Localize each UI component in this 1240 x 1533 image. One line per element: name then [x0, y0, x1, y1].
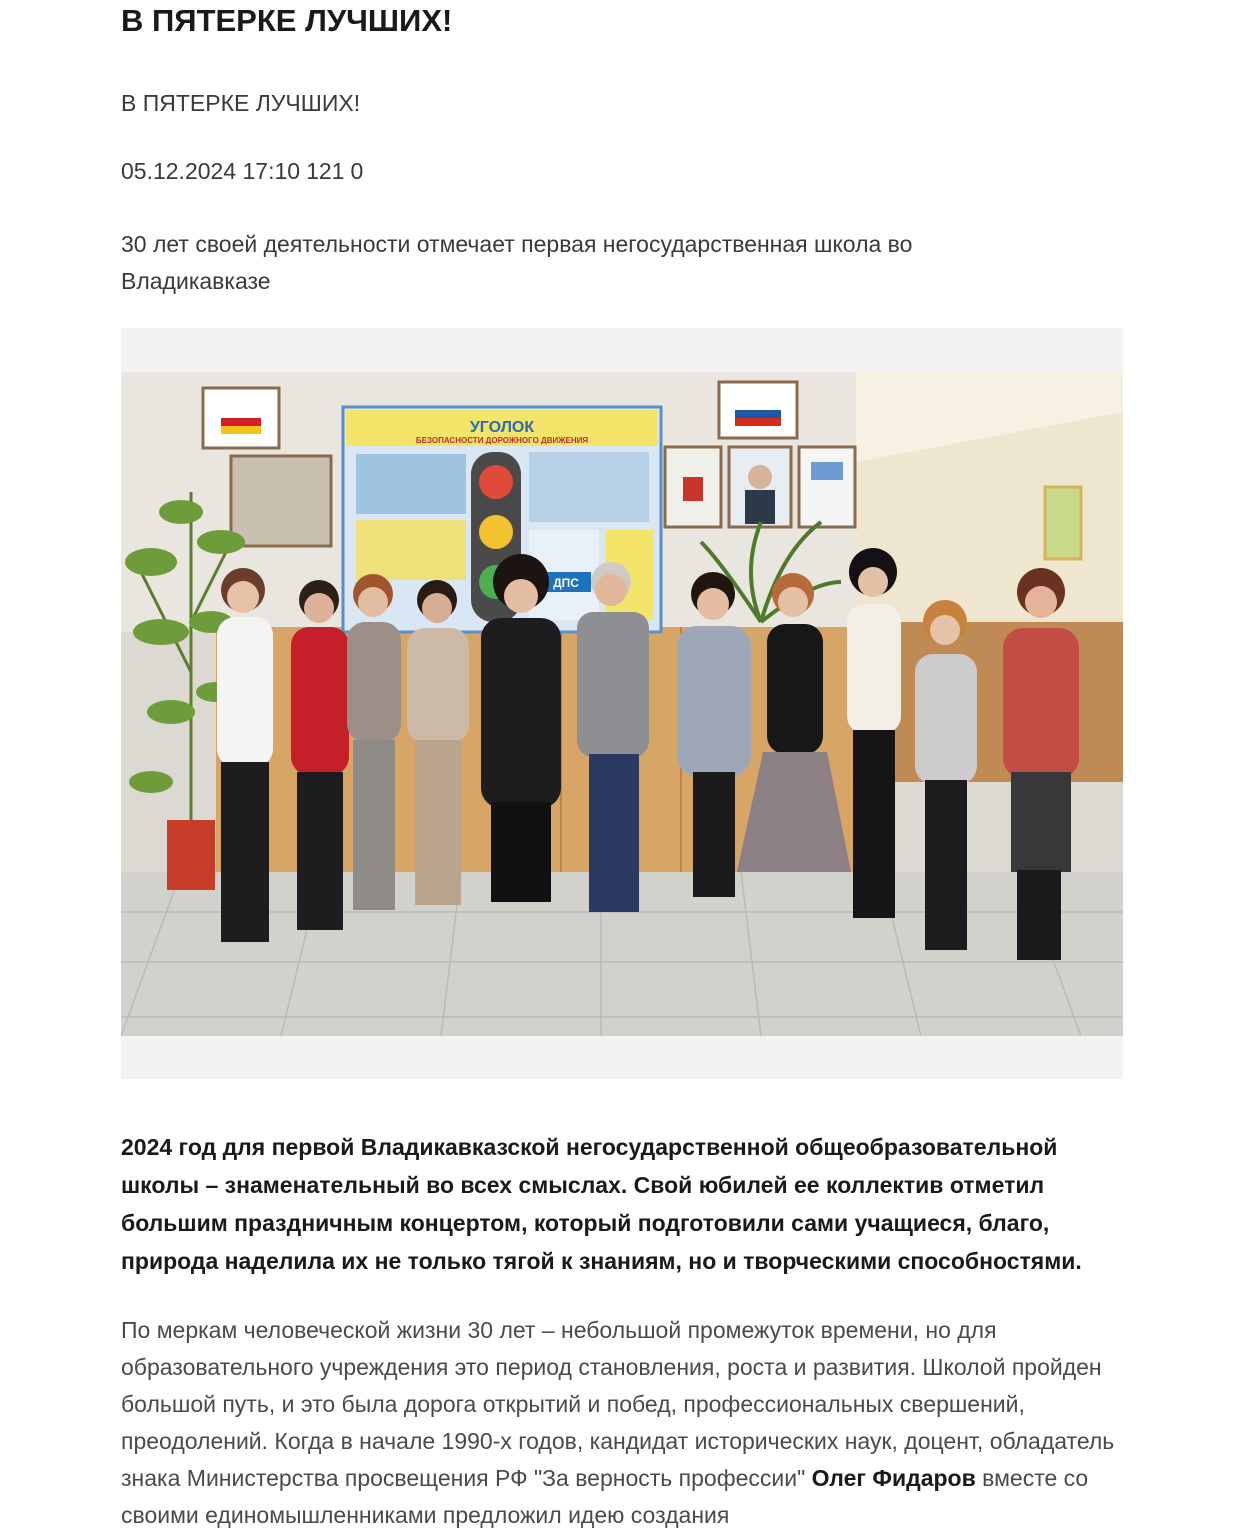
article-datetime: 05.12.2024 17:10 — [121, 158, 301, 184]
photo-frame — [121, 328, 1123, 1079]
poster-title: УГОЛОК — [469, 419, 535, 436]
body-text-end: вместе со своими единомышленниками предложил идею создания — [121, 1465, 1089, 1528]
article-meta — [121, 156, 369, 186]
article-comments: 0 — [350, 158, 364, 184]
person-name: Олег Фидаров — [811, 1465, 976, 1491]
article-lead: 30 лет своей деятельности отмечает первая негосударственная школа во Владикавказе — [121, 231, 913, 294]
poster-subtitle: БЕЗОПАСНОСТИ ДОРОЖНОГО ДВИЖЕНИЯ — [415, 436, 589, 445]
page-title: В ПЯТЕРКЕ ЛУЧШИХ! — [121, 3, 453, 38]
article-photo[interactable] — [121, 372, 1123, 1036]
body-text-start: По меркам человеческой жизни 30 лет – небольшой промежуток времени, но для образовательного учреждения это период становления, роста и развития. Школой пройден большой путь, и это была дорога открытий и побед, профессиональных свершений, преодолений. Когда в начале 1990-х годов, кандидат исторических наук, доцент, обладатель знака Министерства просвещения РФ "За верность профессии" — [121, 1317, 1115, 1491]
poster-badge: ДПС — [553, 576, 579, 590]
article-views: 121 — [306, 158, 345, 184]
article-body-paragraph — [121, 1312, 1123, 1533]
group-photo-illustration — [121, 372, 1123, 1036]
article-bold-paragraph: 2024 год для первой Владикавказской негосударственной общеобразовательной школы – знаменательный во всех смыслах. Свой юбилей ее коллектив отметил большим праздничным концертом, который подготовили сами учащиеся, благо, природа наделила их не только тягой к знаниям, но и творческими способностями. — [121, 1134, 1082, 1274]
article-subtitle: В ПЯТЕРКЕ ЛУЧШИХ! — [121, 90, 361, 116]
